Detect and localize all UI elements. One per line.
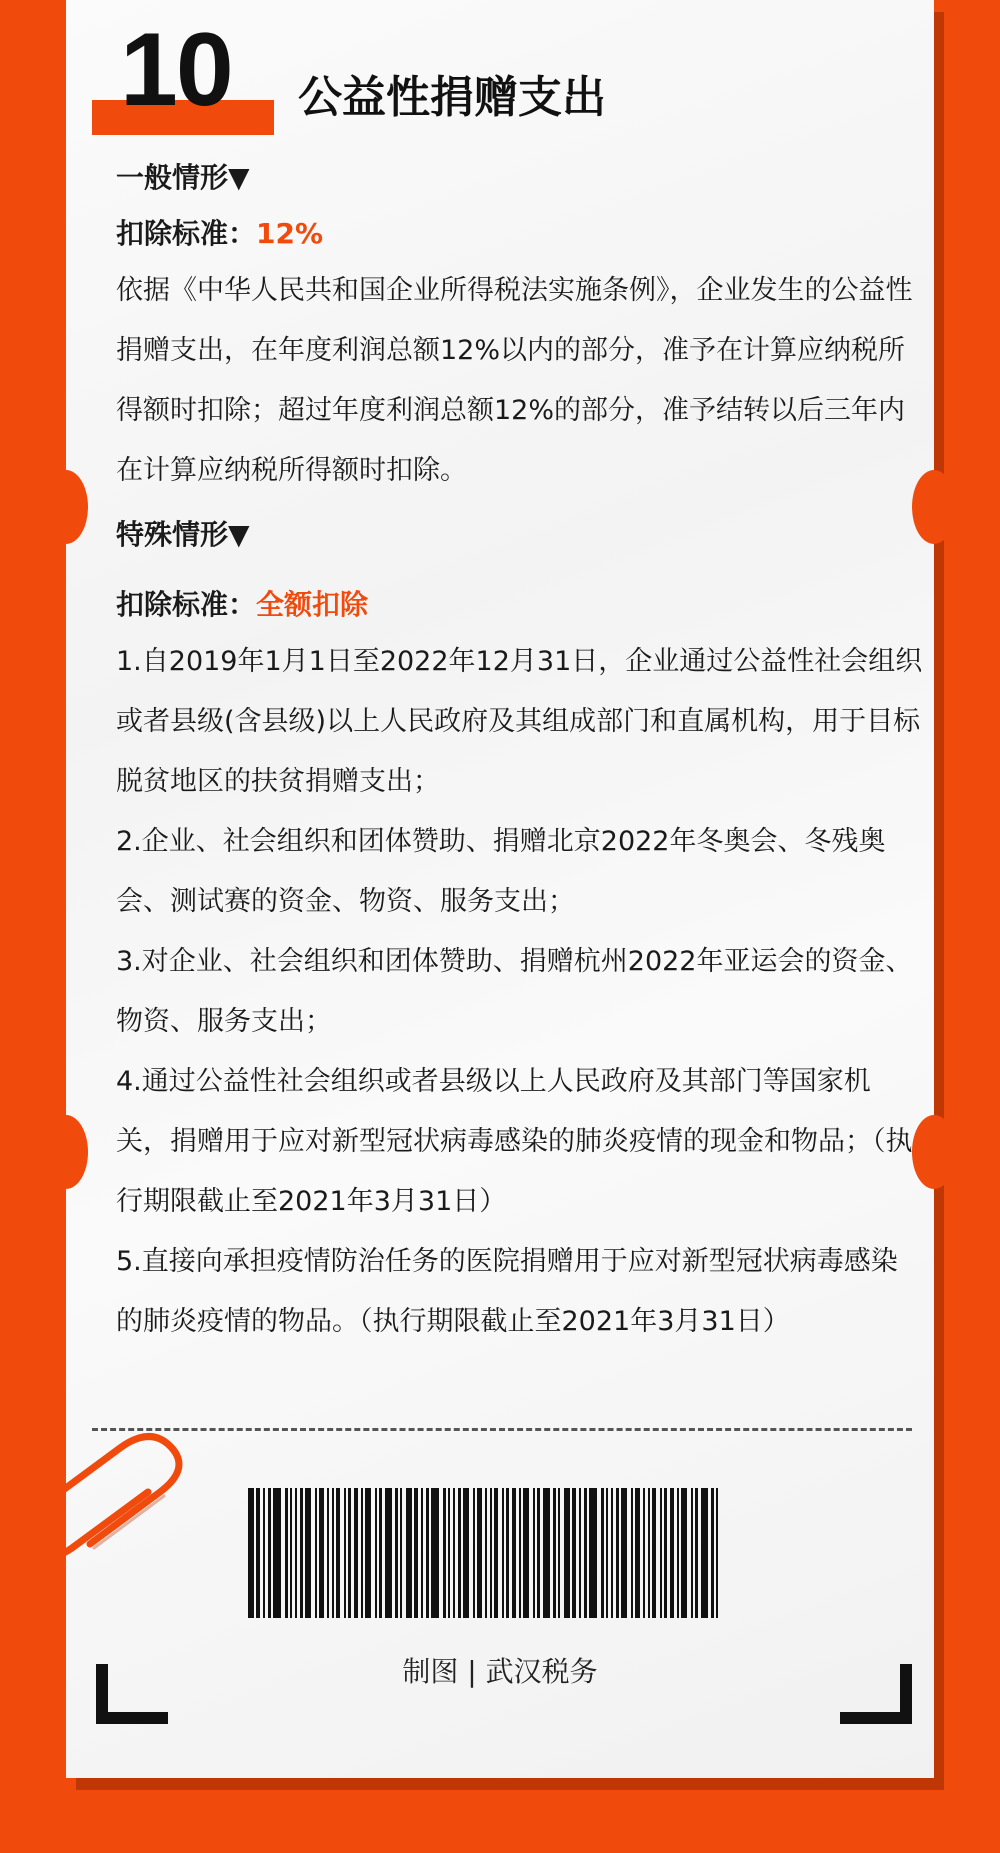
general-standard-label: 扣除标准： bbox=[116, 217, 257, 251]
barcode-stripe bbox=[365, 1488, 371, 1618]
barcode-stripe bbox=[448, 1488, 450, 1618]
barcode-stripe bbox=[695, 1488, 698, 1618]
main-content bbox=[116, 160, 924, 1352]
barcode-stripe bbox=[589, 1488, 597, 1618]
barcode-stripe bbox=[670, 1488, 674, 1618]
barcode-stripe bbox=[543, 1488, 550, 1618]
barcode-stripe bbox=[631, 1488, 633, 1618]
barcode-stripe bbox=[579, 1488, 581, 1618]
barcode-stripe bbox=[648, 1488, 650, 1618]
barcode-stripe bbox=[453, 1488, 455, 1618]
barcode-stripe bbox=[300, 1488, 303, 1618]
barcode-stripe bbox=[691, 1488, 693, 1618]
special-item-2: 2.企业、社会组织和团体赞助、捐赠北京2022年冬奥会、冬残奥会、测试赛的资金、物资、服务支出； bbox=[116, 825, 886, 917]
barcode-stripe bbox=[502, 1488, 504, 1618]
barcode-stripe bbox=[354, 1488, 358, 1618]
barcode-stripe bbox=[477, 1488, 482, 1618]
barcode-stripe bbox=[248, 1488, 254, 1618]
barcode-stripe bbox=[519, 1488, 521, 1618]
barcode-stripe bbox=[336, 1488, 340, 1618]
barcode-stripe bbox=[533, 1488, 535, 1618]
barcode-stripe bbox=[584, 1488, 587, 1618]
barcode-stripe bbox=[421, 1488, 423, 1618]
barcode-stripe bbox=[506, 1488, 509, 1618]
barcode-stripe bbox=[305, 1488, 311, 1618]
barcode-stripe bbox=[348, 1488, 351, 1618]
barcode-stripe bbox=[512, 1488, 516, 1618]
barcode-stripe bbox=[327, 1488, 329, 1618]
barcode-stripe bbox=[426, 1488, 429, 1618]
barcode-stripe bbox=[553, 1488, 556, 1618]
barcode-stripe bbox=[400, 1488, 402, 1618]
paperclip-icon bbox=[10, 1420, 200, 1570]
barcode-stripe bbox=[601, 1488, 604, 1618]
barcode-stripe bbox=[395, 1488, 398, 1618]
barcode-stripe bbox=[611, 1488, 613, 1618]
special-heading: 特殊情形▼ bbox=[116, 517, 250, 551]
barcode-stripe bbox=[285, 1488, 288, 1618]
credit-text: 制图 | 武汉税务 bbox=[402, 1655, 598, 1688]
general-standard-value: 12% bbox=[256, 217, 324, 251]
special-section bbox=[116, 517, 924, 1352]
barcode-stripe bbox=[256, 1488, 260, 1618]
barcode-stripe bbox=[701, 1488, 708, 1618]
barcode-stripe bbox=[485, 1488, 487, 1618]
barcode-stripe bbox=[379, 1488, 382, 1618]
barcode-stripe bbox=[523, 1488, 529, 1618]
special-item-4: 4.通过公益性社会组织或者县级以上人民政府及其部门等国家机关，捐赠用于应对新型冠状病毒感染的肺炎疫情的现金和物品；（执行期限截止至2021年3月31日） bbox=[116, 1065, 913, 1217]
barcode-stripe bbox=[315, 1488, 317, 1618]
barcode-stripe bbox=[606, 1488, 608, 1618]
tear-line-divider bbox=[92, 1428, 912, 1431]
general-heading: 一般情形▼ bbox=[116, 161, 250, 194]
barcode-stripe bbox=[414, 1488, 418, 1618]
barcode-stripe bbox=[319, 1488, 324, 1618]
barcode-stripe bbox=[458, 1488, 461, 1618]
barcode-stripe bbox=[635, 1488, 640, 1618]
general-section bbox=[116, 160, 924, 501]
barcode-stripe bbox=[537, 1488, 540, 1618]
general-text: 依据《中华人民共和国企业所得税法实施条例》，企业发生的公益性捐赠支出，在年度利润总额12%以内的部分，准予在计算应纳税所得额时扣除；超过年度利润总额12%的部分，准予结转以后三年内在计算应纳税所得额时扣除。 bbox=[116, 274, 913, 486]
barcode-stripe bbox=[660, 1488, 662, 1618]
barcode-stripe bbox=[664, 1488, 667, 1618]
barcode-stripe bbox=[290, 1488, 292, 1618]
special-item-5: 5.直接向承担疫情防治任务的医院捐赠用于应对新型冠状病毒感染的肺炎疫情的物品。（执行期限截止至2021年3月31日） bbox=[116, 1245, 898, 1337]
general-standard bbox=[116, 216, 924, 252]
barcode-stripe bbox=[375, 1488, 377, 1618]
barcode-stripe bbox=[361, 1488, 363, 1618]
barcode-stripe bbox=[716, 1488, 718, 1618]
ticket-notch-left-top bbox=[44, 470, 88, 544]
special-item-1: 1.自2019年1月1日至2022年12月31日，企业通过公益性社会组织或者县级(含县级)以上人民政府及其组成部门和直属机构，用于目标脱贫地区的扶贫捐赠支出； bbox=[116, 645, 923, 797]
barcode-stripe bbox=[572, 1488, 576, 1618]
barcode-stripe bbox=[616, 1488, 619, 1618]
corner-bracket-left bbox=[96, 1664, 168, 1724]
corner-bracket-right bbox=[840, 1664, 912, 1724]
ticket-notch-left-bottom bbox=[44, 1115, 88, 1189]
barcode-stripe bbox=[677, 1488, 679, 1618]
barcode-stripe bbox=[431, 1488, 439, 1618]
special-standard-value: 全额扣除 bbox=[256, 588, 369, 622]
barcode-stripe bbox=[621, 1488, 627, 1618]
barcode-stripe bbox=[681, 1488, 687, 1618]
barcode-stripe bbox=[558, 1488, 560, 1618]
barcode-stripe bbox=[564, 1488, 570, 1618]
barcode-stripe bbox=[463, 1488, 469, 1618]
special-item-list bbox=[116, 632, 924, 1352]
barcode-stripe bbox=[652, 1488, 656, 1618]
barcode-stripe bbox=[263, 1488, 265, 1618]
special-standard-label: 扣除标准： bbox=[116, 588, 257, 622]
barcode-stripe bbox=[344, 1488, 346, 1618]
barcode-stripe bbox=[406, 1488, 412, 1618]
barcode-stripe bbox=[643, 1488, 645, 1618]
barcode-stripe bbox=[473, 1488, 475, 1618]
page-title: 公益性捐赠支出 bbox=[298, 72, 606, 123]
barcode-stripe bbox=[385, 1488, 392, 1618]
special-standard bbox=[116, 587, 924, 623]
barcode-stripe bbox=[295, 1488, 297, 1618]
barcode-stripe bbox=[443, 1488, 446, 1618]
barcode-stripe bbox=[490, 1488, 492, 1618]
barcode-stripe bbox=[332, 1488, 334, 1618]
section-number: 10 bbox=[120, 12, 232, 128]
barcode-stripe bbox=[268, 1488, 271, 1618]
barcode-stripe bbox=[711, 1488, 714, 1618]
special-item-3: 3.对企业、社会组织和团体赞助、捐赠杭州2022年亚运会的资金、物资、服务支出； bbox=[116, 945, 913, 1037]
barcode-stripe bbox=[273, 1488, 281, 1618]
barcode-icon bbox=[248, 1488, 748, 1618]
barcode-stripe bbox=[494, 1488, 498, 1618]
